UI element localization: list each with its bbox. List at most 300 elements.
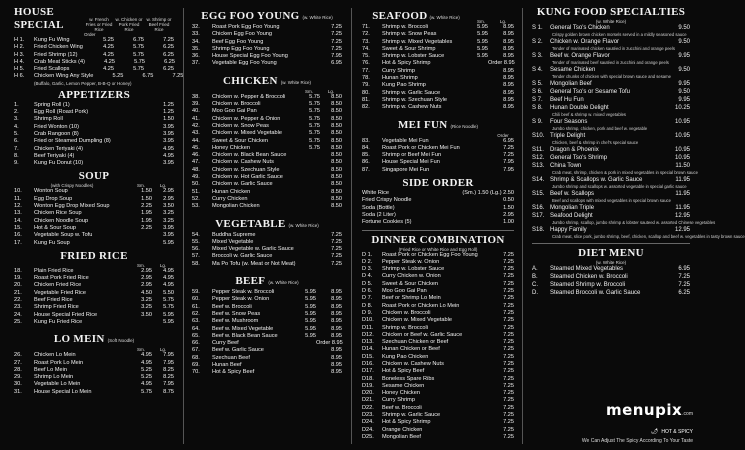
section-note: (w. White Rice) [302, 15, 333, 20]
item-price: 7.25 [503, 302, 514, 309]
item-name: Chicken Wing Any Style [34, 73, 94, 80]
header-large: Lg. [159, 262, 167, 268]
item-description: Tender of marinated beef sautéed in zucchini and orange peels [552, 60, 669, 65]
menu-item-row [362, 273, 514, 280]
header-large: Lg. [159, 347, 167, 353]
menu-item-row [362, 97, 514, 104]
item-number: D. [532, 290, 538, 296]
menu-item-row [532, 226, 690, 234]
menu-item-row [192, 296, 342, 303]
section-title: BEEF [235, 275, 266, 288]
item-number: 21. [14, 289, 22, 296]
section-title: KUNG FOOD SPECIALTIES [536, 6, 686, 18]
item-number: 35. [192, 45, 200, 52]
menu-item-row [14, 153, 174, 160]
item-name: Mixed Vegetable w. Garlic Sauce [212, 246, 294, 253]
item-price: 7.25 [503, 412, 514, 419]
item-name: Kung Pao Shrimp [382, 82, 426, 89]
item-price: 8.95 [331, 289, 342, 296]
section-note: (w. White Rice) [268, 280, 299, 286]
item-name: Beef w. Black Bean Sauce [212, 332, 278, 339]
item-number: 48. [192, 166, 200, 173]
menu-item-row [362, 167, 514, 174]
menu-item-row [192, 101, 342, 108]
item-number: 1. [14, 101, 19, 108]
item-price: 5.95 [305, 332, 316, 339]
item-price: 3.50 [163, 203, 174, 210]
item-price: 7.25 [503, 266, 514, 273]
item-price: 7.25 [503, 346, 514, 353]
item-name: Mongolian Beef [550, 81, 592, 87]
item-number: 62. [192, 310, 200, 317]
item-price: 4.25 [104, 58, 115, 65]
item-name: Chicken Fried Rice [34, 282, 82, 289]
item-name: Triple Delight [550, 133, 586, 139]
item-number: 22. [14, 297, 22, 304]
item-number: 8. [14, 152, 19, 159]
item-name: Shrimp w. Lobster Sauce [382, 266, 445, 273]
menu-item-row [362, 219, 514, 226]
menu-item-row [362, 138, 514, 145]
item-name: Steamed Shrimp w. Broccoli [550, 282, 626, 288]
menu-item-row [362, 53, 514, 60]
item-price: 7.25 [331, 253, 342, 260]
menu-item-row [14, 319, 174, 326]
item-name: Roast Pork or Chicken Egg Foo Young [382, 251, 478, 258]
item-description: Jumbo shrimp, scallop, jumbo shrimp & lobster sauteed w. assorted Chinese vegetables [552, 220, 716, 225]
item-number: D 6. [362, 288, 373, 295]
item-price: 7.25 [503, 375, 514, 382]
item-number: 72. [362, 31, 370, 38]
menu-item-row [532, 66, 690, 74]
item-number: 11. [14, 195, 22, 202]
item-number: 42. [192, 122, 200, 129]
item-number: 33. [192, 31, 200, 38]
item-name: Wonton Soup [34, 188, 68, 195]
item-name: Sweet & Sour Shrimp [382, 45, 436, 52]
item-price: 7.25 [172, 73, 184, 80]
item-price: 3.95 [163, 232, 174, 239]
menu-item-row [362, 197, 514, 204]
menu-item-row [14, 210, 174, 217]
item-number: 61. [192, 303, 200, 310]
item-name: Shrimp Fried Rice [34, 304, 79, 311]
column-4 [532, 6, 745, 446]
item-price: 8.50 [331, 203, 342, 210]
item-description: Chili beef & shrimp w. mixed vegetables [552, 112, 627, 117]
item-number: 87. [362, 166, 370, 173]
item-price: 8.95 [503, 31, 514, 38]
item-name: Hot & Spicy Beef [382, 368, 425, 375]
item-name: Chicken w. Cashew Nuts [382, 360, 444, 367]
menu-item-row [362, 60, 514, 67]
menu-item-row [532, 273, 690, 281]
item-price: 4.25 [103, 66, 114, 73]
item-number: 32. [192, 24, 200, 30]
menu-item-row [362, 310, 514, 317]
item-price: 8.95 [331, 361, 342, 368]
item-number: S17. [532, 213, 545, 219]
header-order: Order [497, 132, 509, 138]
menu-item-row [532, 281, 690, 289]
chicken-section [192, 71, 342, 211]
item-number: 76. [362, 60, 370, 67]
section-title: MEI FUN [398, 118, 448, 131]
item-number: S14. [532, 177, 545, 183]
item-price: 5.25 [141, 374, 152, 381]
hot-spicy-icon: 🌶 [650, 429, 659, 435]
item-name: Chicken w. Garlic Sauce [212, 181, 273, 188]
item-number: 4. [14, 123, 19, 130]
menu-item-row [192, 369, 342, 376]
menu-item-row [532, 289, 690, 297]
divider [362, 230, 514, 231]
column-header [84, 17, 174, 32]
section-note: (Rice Noodle) [450, 123, 478, 129]
item-name: Chicken w. Hot Garlic Sauce [212, 174, 283, 181]
item-number: D 9. [362, 309, 373, 316]
item-name: Hot & Sour Soup [34, 224, 76, 231]
item-number: D 7. [362, 295, 373, 302]
item-number: 63. [192, 318, 200, 325]
header-small: Sm. [136, 262, 145, 268]
item-price: 7.25 [503, 295, 514, 302]
item-number: 81. [362, 96, 370, 103]
item-name: Hot & Spicy Shrimp [382, 419, 431, 426]
item-number: D18. [362, 375, 374, 382]
item-price: 3.95 [163, 130, 174, 137]
menu-item-row [362, 212, 514, 219]
item-name: Fried or Steamed Dumpling (8) [34, 138, 111, 145]
item-name: Soda (Bottle) [362, 204, 395, 211]
item-price: 5.75 [309, 137, 320, 144]
item-number: S 2. [532, 39, 543, 45]
item-number: D15. [362, 353, 374, 360]
appetizers-section [14, 89, 174, 168]
item-price: 5.95 [477, 53, 488, 60]
menu-item-row [192, 39, 342, 46]
column-divider [351, 8, 352, 444]
item-name: Curry Shrimp [382, 67, 415, 74]
menu-item-row [192, 261, 342, 268]
item-number: 46. [192, 152, 200, 159]
item-price: 3.25 [163, 217, 174, 224]
item-price: 6.25 [163, 51, 174, 58]
item-price: 8.50 [331, 159, 342, 166]
item-name: Shrimp w. Garlic Sauce [382, 412, 441, 419]
item-price: (Sm.) 1.50 (Lg.) 2.50 [462, 190, 514, 197]
item-description: Crab meat, shrimp, chicken & pork in mixed vegetables in special brown sauce [552, 170, 698, 175]
menu-item-row [532, 162, 690, 170]
item-name: Shrimp w. Garlic Sauce [382, 89, 441, 96]
item-price: 8.25 [163, 366, 174, 373]
item-price: 9.50 [678, 67, 690, 73]
menu-item-row [192, 53, 342, 60]
item-number: C. [532, 282, 538, 288]
menu-item-row [14, 240, 174, 247]
dinner-combination-section [362, 234, 514, 442]
item-name: Honey Chicken [212, 144, 250, 151]
item-number: D 3. [362, 266, 373, 273]
column-divider [522, 8, 523, 444]
header-small: Sm. [136, 347, 145, 353]
item-price: 4.95 [163, 275, 174, 282]
item-name: Fried Crispy Noodle [362, 197, 412, 204]
item-number: 74. [362, 45, 370, 52]
item-name: Chicken w. Black Bean Sauce [212, 152, 287, 159]
item-number: 41. [192, 115, 200, 122]
item-price: 5.75 [163, 304, 174, 311]
item-name: Honey Chicken [382, 390, 420, 397]
hot-spicy-label: HOT & SPICY [661, 429, 693, 435]
house-special-section [14, 6, 184, 86]
item-price: 5.75 [309, 144, 320, 151]
item-number: 36. [192, 53, 200, 60]
item-price: 7.25 [503, 152, 514, 159]
item-number: 68. [192, 354, 200, 361]
section-title: EGG FOO YOUNG [201, 10, 300, 22]
item-number: 23. [14, 304, 22, 311]
menu-item-row [532, 204, 690, 212]
item-name: Happy Family [550, 227, 587, 233]
item-price: 3.95 [163, 138, 174, 145]
item-name: Chicken w. Orange Flavor [550, 39, 620, 45]
section-note: (Fried Rice or White Rice and Egg Roll) [398, 246, 478, 252]
item-price: 5.75 [309, 93, 320, 100]
item-price: 1.95 [141, 210, 152, 217]
item-name: Soda (2 Liter) [362, 211, 396, 218]
item-name: House Special Mei Fun [382, 159, 440, 166]
menu-item-row [14, 225, 174, 232]
item-price: 8.50 [331, 144, 342, 151]
item-name: Kung Fu Wing [34, 37, 70, 43]
menu-item-row [14, 297, 174, 304]
item-number: 16. [14, 232, 22, 239]
menu-item-row [14, 268, 174, 275]
item-name: Egg Roll (Roast Pork) [34, 109, 89, 116]
item-name: Chicken Noodle Soup [34, 217, 89, 224]
menu-item-row [14, 374, 174, 381]
item-number: 56. [192, 246, 200, 253]
item-number: 25. [14, 318, 22, 325]
item-name: Mongolian Beef [382, 433, 421, 440]
item-number: 66. [192, 340, 200, 347]
item-name: House Special Egg Foo Young [212, 53, 288, 60]
item-price: 7.25 [678, 282, 690, 288]
item-price: 8.50 [331, 174, 342, 181]
item-price: 5.95 [305, 289, 316, 296]
item-name: Roast Pork Fried Rice [34, 275, 89, 282]
menu-item-row [362, 419, 514, 426]
item-price: 2.25 [141, 224, 152, 231]
item-number: 30. [14, 381, 22, 388]
menu-item-row [14, 304, 174, 311]
item-name: House Special Fried Rice [34, 311, 98, 318]
menu-item-row [14, 389, 174, 396]
item-price: 7.25 [331, 231, 342, 238]
item-price: 3.25 [141, 304, 152, 311]
item-number: D20. [362, 390, 374, 397]
menu-item-row [14, 367, 174, 374]
item-name: Mongolian Chicken [212, 203, 260, 210]
section-title: FRIED RICE [60, 249, 128, 262]
item-number: 40. [192, 108, 200, 115]
item-number: 34. [192, 38, 200, 45]
item-name: Beef Fried Rice [34, 297, 73, 304]
item-price: 4.95 [163, 152, 174, 159]
item-price: 7.25 [503, 419, 514, 426]
item-name: Fried Scallops [34, 66, 70, 73]
menu-item-row [362, 159, 514, 166]
item-price: 7.95 [331, 53, 342, 60]
item-number: S 7. [532, 97, 543, 103]
item-name: Kung Fu Soup [34, 239, 70, 246]
item-price: 7.95 [503, 166, 514, 173]
item-price: 9.50 [678, 25, 690, 31]
menu-item-row [362, 24, 514, 31]
menu-item-row [532, 80, 690, 88]
item-price: 7.25 [503, 317, 514, 324]
menu-item-row [362, 434, 514, 441]
item-number: D 8. [362, 302, 373, 309]
menu-item-row [14, 44, 174, 51]
item-price: 8.95 [503, 53, 514, 60]
item-price: 7.95 [503, 159, 514, 166]
menu-item-row [362, 376, 514, 383]
item-number: 83. [362, 137, 370, 144]
item-description: Tender chunks of chicken with special brown sauce and sesame [552, 74, 671, 79]
section-note: (with Crispy Noodles) [50, 183, 94, 189]
item-name: Shrimp w. Lobster Sauce [382, 53, 445, 60]
item-price: 5.75 [134, 58, 145, 65]
section-title: SIDE ORDER [402, 177, 474, 190]
menu-item-row [192, 152, 342, 159]
item-number: 27. [14, 359, 22, 366]
item-number: 45. [192, 144, 200, 151]
item-name: Pepper Steak w. Broccoli [212, 289, 275, 296]
item-number: 17. [14, 239, 22, 246]
item-name: Fried Wonton (10) [34, 123, 79, 130]
item-name: Sweet & Sour Chicken [212, 137, 268, 144]
menu-item-row [192, 304, 342, 311]
header-small: Sm. [304, 88, 313, 94]
item-name: Hot & Spicy Beef [212, 369, 255, 376]
menu-item-row [362, 288, 514, 295]
header-chicken-rice: w. Chicken or Pork Fried Rice [115, 17, 143, 32]
item-number: 7. [14, 145, 19, 152]
item-price: 5.25 [103, 37, 114, 43]
menu-item-row [14, 275, 174, 282]
item-number: 39. [192, 101, 200, 108]
item-price: 5.95 [305, 318, 316, 325]
menu-item-row [532, 24, 690, 32]
menu-item-row [362, 405, 514, 412]
item-price: 3.95 [163, 160, 174, 167]
item-name: Beef w. Mixed Vegetable [212, 325, 274, 332]
item-name: Beef Teriyaki (4) [34, 152, 75, 159]
item-number: S 9. [532, 119, 543, 125]
item-number: 75. [362, 53, 370, 60]
menu-item-row [192, 355, 342, 362]
item-number: D23. [362, 412, 374, 419]
item-number: 9. [14, 160, 19, 167]
item-price: 1.50 [163, 116, 174, 123]
item-number: D13. [362, 339, 374, 346]
item-number: 5. [14, 130, 19, 137]
item-name: Beef Lo Mein [34, 366, 67, 373]
menu-item-row [14, 102, 174, 109]
section-title: SOUP [78, 170, 110, 183]
item-price: 8.95 [503, 24, 514, 30]
item-price: 4.95 [163, 267, 174, 274]
item-number: 73. [362, 38, 370, 45]
item-price: 7.25 [163, 37, 174, 43]
item-price: 6.25 [164, 58, 175, 65]
section-note: (Soft Noodle) [107, 338, 135, 344]
item-number: 57. [192, 253, 200, 260]
item-description: Beef and scallops with mixed vegetables in special brown sauce [552, 198, 671, 203]
item-price: 6.25 [163, 44, 174, 51]
menu-item-row [532, 96, 690, 104]
item-name: Vegetable Lo Mein [34, 381, 81, 388]
item-number: S 4. [532, 67, 543, 73]
item-number: 29. [14, 374, 22, 381]
item-number: D19. [362, 382, 374, 389]
item-name: Hunan Beef [212, 361, 242, 368]
item-price: 9.95 [678, 97, 690, 103]
item-price: 8.50 [331, 137, 342, 144]
item-price: 5.75 [309, 108, 320, 115]
menu-item-row [192, 116, 342, 123]
item-price: 8.95 [503, 89, 514, 96]
menu-item-row [14, 66, 174, 73]
item-number: 53. [192, 203, 200, 210]
item-price: 8.50 [331, 130, 342, 137]
item-number: 26. [14, 352, 22, 359]
item-price: 5.75 [309, 115, 320, 122]
item-price: 8.95 [331, 354, 342, 361]
item-number: 82. [362, 104, 370, 111]
item-description: Crab meat, slice pork, jumbo shrimp, beef, chicken, scallop and beef w. vegetables in tasty brown sauce [552, 234, 745, 239]
item-price: 3.25 [163, 210, 174, 217]
item-number: H 5. [14, 66, 25, 73]
header-large: Lg. [159, 183, 167, 189]
item-number: 37. [192, 60, 200, 67]
item-name: Moo Goo Gai Pan [212, 108, 257, 115]
item-price: 6.95 [678, 266, 690, 272]
item-price: 11.95 [675, 205, 690, 211]
menu-item-row [14, 381, 174, 388]
item-price: 8.50 [331, 195, 342, 202]
menu-item-row [362, 190, 514, 197]
item-price: 8.95 [503, 45, 514, 52]
item-price: 8.95 [331, 318, 342, 325]
item-name: Chicken w. Mixed Vegetable [212, 130, 282, 137]
menu-item-row [14, 146, 174, 153]
menu-item-row [192, 167, 342, 174]
item-number: D 2. [362, 258, 373, 265]
menu-item-row [14, 282, 174, 289]
item-number: H 4. [14, 58, 25, 65]
menu-item-row [14, 131, 174, 138]
item-price: 7.25 [503, 353, 514, 360]
item-price: 8.50 [331, 108, 342, 115]
column-divider [183, 8, 184, 444]
menu-item-row [532, 146, 690, 154]
menu-item-row [362, 205, 514, 212]
item-name: Shrimp w. Broccoli [382, 324, 429, 331]
section-note: (w. White Rice) [280, 79, 311, 85]
